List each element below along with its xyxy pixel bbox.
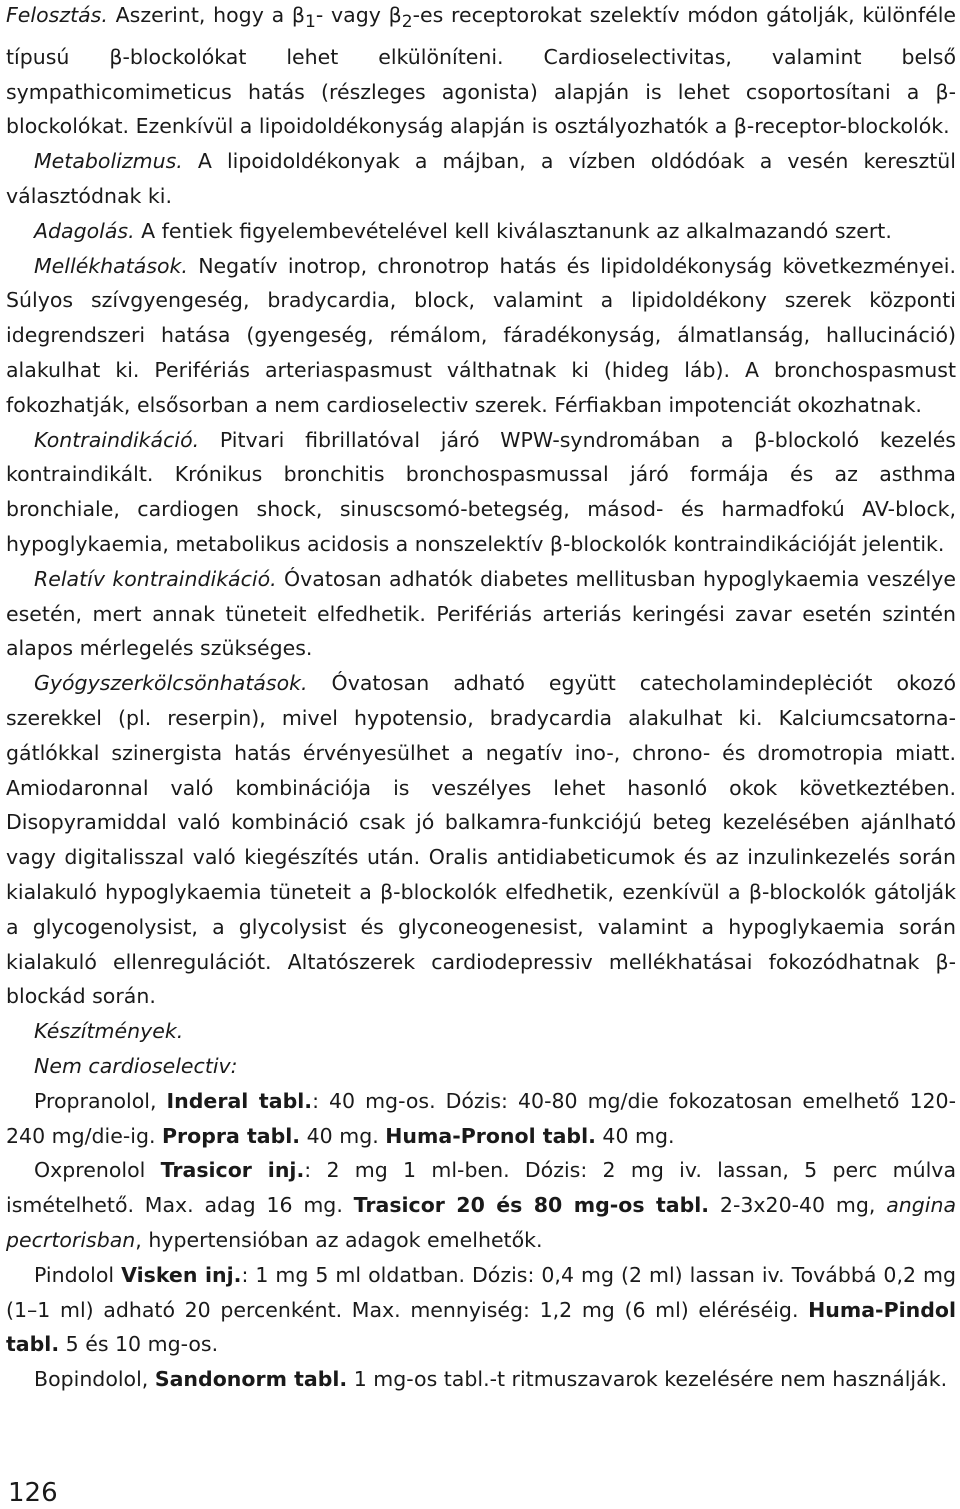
paragraph-adagolas bbox=[6, 214, 956, 249]
bold-text: Visken inj. bbox=[121, 1262, 242, 1287]
italic-text: Relatív kontraindikáció. bbox=[34, 566, 277, 591]
text-run: : 40 mg-os. Dózis: 40-80 mg/die fokozatosan emelhető 120-240 mg/die-ig. bbox=[6, 1088, 957, 1148]
text-run: Aszerint, hogy a β bbox=[107, 3, 305, 27]
text-run: 1 mg-os tabl.-t ritmuszavarok kezelésére nem használják. bbox=[347, 1367, 948, 1392]
text-run: , hypertensióban az adagok emelhetők. bbox=[135, 1227, 543, 1252]
text-run: Pindolol bbox=[34, 1262, 122, 1287]
text-run: 2-3x20-40 mg, bbox=[709, 1193, 887, 1218]
text-run: : 1 mg 5 ml oldatban. Dózis: 0,4 mg (2 ml) lassan iv. Továbbá 0,2 mg (1–1 ml) adható 20 percenként. Max. mennyiség: 1,2 mg (6 ml) eléréséig. bbox=[6, 1262, 957, 1322]
italic-text: angina pecrtorisban bbox=[6, 1193, 957, 1252]
paragraph-gyogyszerkolcsonhatasok bbox=[6, 666, 956, 1014]
text-run: A lipoidoldékonyak a májban, a vízben oldódóak a vesén keresztül választódnak ki. bbox=[6, 149, 956, 209]
paragraph-felosztas bbox=[6, 0, 956, 144]
drug-entry-bopindolol bbox=[6, 1362, 956, 1397]
text-run: Óvatosan adható együtt catecholamindeplėciót okozó szerekkel (pl. reserpin), mivel hypotensio, bradycardia alakulhat ki. Kalciumcsatorna-gátlókkal szinergista hatás érvényesülhet a negatív ino-, chrono- és dromotropia miatt. Amiodaronnal való kombinációja is veszélyes lehet hasonló okok következtében. Disopyramiddal való kombináció csak jó balkamra-funkciójú beteg kezelésében ajánlható vagy digitalisszal való kiegészítés után. Oralis antidiabeticumok és az inzulinkezelés során kialakuló hypoglykaemia tüneteit a β-blockolók elfedhetik, ezenkívül a β-blockolók gátolják a glycogenolysist, a glycolysist és glyconeogenesist, valamint a hypoglykaemia során kialakuló ellenregulációt. Altatószerek cardiodepressiv mellékhatásai fokozódhatnak β-blockád során. bbox=[6, 671, 956, 1009]
paragraph-kontraindikacio bbox=[6, 423, 956, 562]
italic-text: Gyógyszerkölcsönhatások. bbox=[34, 671, 308, 696]
text-run: Bopindolol, bbox=[34, 1367, 155, 1392]
text-run: Pitvari fibrillatóval járó WPW-syndromában a β-blockoló kezelés kontraindikált. Krónikus bronchitis bronchospasmussal járó formája és az asthma bronchiale, cardiogen shock, sinuscsomó-betegség, másod- és harmadfokú AV-block, hypoglykaemia, metabolikus acidosis a nonszelektív β-blockolók kontraindikációját jelentik. bbox=[6, 427, 956, 557]
drug-entry-pindolol bbox=[6, 1258, 956, 1362]
text-run: 40 mg. bbox=[300, 1123, 386, 1148]
italic-text: Mellékhatások. bbox=[34, 253, 188, 278]
bold-text: Sandonorm tabl. bbox=[154, 1367, 348, 1392]
bold-text: Huma-Pindol tabl. bbox=[6, 1297, 956, 1357]
bold-text: Trasicor 20 és 80 mg-os tabl. bbox=[353, 1193, 710, 1218]
bold-text: Inderal tabl. bbox=[166, 1088, 313, 1113]
bold-text: Huma-Pronol tabl. bbox=[385, 1123, 596, 1148]
heading-nem-cardioselectiv bbox=[6, 1049, 956, 1084]
italic-text: Kontraindikáció. bbox=[34, 427, 200, 452]
bold-text: Trasicor inj. bbox=[160, 1158, 305, 1183]
paragraph-relativ-kontraindikacio bbox=[6, 562, 956, 666]
italic-text: Adagolás. bbox=[34, 218, 135, 243]
page-number: 126 bbox=[8, 1478, 58, 1508]
body-text bbox=[6, 0, 956, 1397]
text-run: Óvatosan adhatók diabetes mellitusban hypoglykaemia veszélye esetén, mert annak tüneteit elfedhetik. Perifériás arteriás keringési zavar esetén szintén alapos mérlegelés szükséges. bbox=[6, 566, 956, 661]
text-run: 5 és 10 mg-os. bbox=[59, 1332, 219, 1357]
text-run: : 2 mg 1 ml-ben. Dózis: 2 mg iv. lassan, 5 perc múlva ismételhető. Max. adag 16 mg. bbox=[6, 1158, 957, 1218]
drug-entry-oxprenolol bbox=[6, 1153, 956, 1257]
italic-text: Készítmények. bbox=[34, 1019, 184, 1044]
heading-keszitmenyek bbox=[6, 1014, 956, 1049]
text-run: Propranolol, bbox=[34, 1088, 167, 1113]
paragraph-metabolizmus bbox=[6, 144, 956, 214]
text-run: - vagy β bbox=[315, 3, 402, 27]
document-page bbox=[6, 0, 956, 1509]
text-run: -es receptorokat szelektív módon gátolják, különféle típusú β-blockolókat lehet elkülöníteni. Cardioselectivitas, valamint belső sympathicomimeticus hatás (részleges agonista) alapján is lehet csoportosítani a β-blockolókat. Ezenkívül a lipoidoldékonyság alapján is osztályozhatók a β-receptor-blockolók. bbox=[6, 3, 956, 139]
drug-entry-propranolol bbox=[6, 1084, 956, 1154]
italic-text: Nem cardioselectiv: bbox=[34, 1054, 238, 1078]
subscript-text: 2 bbox=[401, 12, 413, 33]
text-run: 40 mg. bbox=[595, 1123, 675, 1148]
italic-text: Felosztás. bbox=[6, 3, 108, 27]
paragraph-mellekhatasok bbox=[6, 249, 956, 423]
subscript-text: 1 bbox=[304, 12, 316, 33]
text-run: Negatív inotrop, chronotrop hatás és lipidoldékonyság következményei. Súlyos szívgyengeség, bradycardia, block, valamint a lipidoldékony szerek központi idegrendszeri hatása (gyengeség, rémálom, fáradékonyság, álmatlanság, hallucináció) alakulhat ki. Perifériás arteriaspasmust válthatnak ki (hideg láb). A bronchospasmust fokozhatják, elsősorban a nem cardioselectiv szerek. Férfiakban impotenciát okozhatnak. bbox=[6, 253, 956, 417]
bold-text: Propra tabl. bbox=[162, 1123, 301, 1148]
text-run: Oxprenolol bbox=[34, 1158, 161, 1183]
text-run: A fentiek figyelembevételével kell kiválasztanunk az alkalmazandó szert. bbox=[134, 218, 892, 243]
italic-text: Metabolizmus. bbox=[34, 149, 183, 174]
